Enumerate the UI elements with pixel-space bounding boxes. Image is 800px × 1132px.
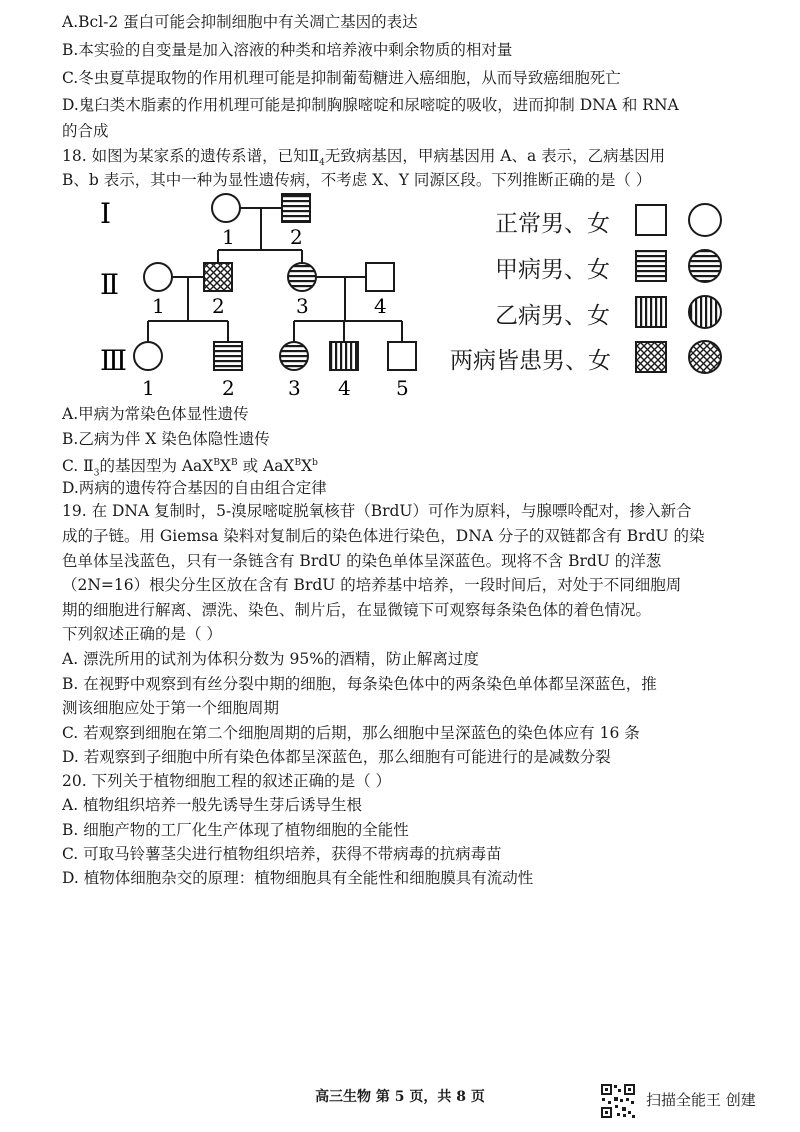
prev-option-c: C.冬虫夏草提取物的作用机理可能是抑制葡萄糖进入癌细胞，从而导致癌细胞死亡 (62, 69, 621, 87)
legend-label-both: 两病皆患男、女 (450, 348, 611, 374)
q19-stem-line6: 下列叙述正确的是（ ） (62, 625, 222, 643)
legend-yi-female (689, 296, 721, 328)
gen3-male-4 (330, 342, 358, 370)
prev-option-b: B.本实验的自变量是加入溶液的种类和培养液中剩余物质的相对量 (62, 41, 513, 59)
q18-option-d: D.两病的遗传符合基因的自由组合定律 (62, 479, 327, 497)
gen-label-3: Ⅲ (100, 344, 128, 377)
gen3-num-1: 1 (142, 376, 155, 400)
legend-jia-female (689, 250, 721, 282)
legend-jia-male (636, 251, 666, 281)
gen1-female-1 (212, 194, 240, 222)
q18-option-c: C. $Ⅱ_3$的基因型为 $AaX^BX^B$ 或 $AaX^BX^b$ (62, 457, 318, 479)
gen2-female-3 (288, 263, 316, 291)
q20-option-b: B. 细胞产物的工厂化生产体现了植物细胞的全能性 (62, 821, 409, 839)
q19-option-a: A. 漂洗所用的试剂为体积分数为 95%的酒精，防止解离过度 (62, 650, 479, 668)
q20-option-a: A. 植物组织培养一般先诱导生芽后诱导生根 (62, 796, 363, 814)
gen-label-2: Ⅱ (100, 268, 120, 301)
prev-option-a: A.Bcl-2 蛋白可能会抑制细胞中有关凋亡基因的表达 (62, 13, 418, 31)
qr-code-icon (600, 1083, 636, 1119)
legend-both-female (689, 341, 721, 373)
q19-option-b-line2: 测该细胞应处于第一个细胞周期 (62, 699, 280, 717)
legend-label-jia: 甲病男、女 (495, 257, 610, 283)
q19-stem-line2: 成的子链。用 Giemsa 染料对复制后的染色体进行染色，DNA 分子的双链都含有 BrdU 的染 (62, 527, 705, 545)
q19-stem-line4: （2N=16）根尖分生区放在含有 BrdU 的培养基中培养，一段时间后，对处于不同细胞周 (62, 576, 682, 594)
legend-both-male (636, 342, 666, 372)
gen-label-1: Ⅰ (100, 197, 112, 230)
legend-label-normal: 正常男、女 (495, 211, 610, 237)
pedigree-diagram (0, 185, 800, 415)
gen2-male-4 (366, 263, 394, 291)
q20-option-c: C. 可取马铃薯茎尖进行植物组织培养，获得不带病毒的抗病毒苗 (62, 845, 502, 863)
prev-option-d-line1: D.鬼臼类木脂素的作用机理可能是抑制胸腺嘧啶和尿嘧啶的吸收，进而抑制 DNA 和 RNA (62, 96, 679, 114)
q19-option-d: D. 若观察到子细胞中所有染色体都呈深蓝色，那么细胞有可能进行的是减数分裂 (62, 748, 611, 766)
gen3-female-1 (134, 342, 162, 370)
gen3-male-5 (388, 342, 416, 370)
gen1-num-1: 1 (222, 225, 235, 249)
gen3-female-3 (280, 342, 308, 370)
q18-option-b: B.乙病为伴 X 染色体隐性遗传 (62, 430, 270, 448)
q19-stem-line3: 色单体呈浅蓝色，只有一条链含有 BrdU 的染色单体呈深蓝色。现将不含 BrdU 的洋葱 (62, 552, 662, 570)
legend-label-yi: 乙病男、女 (495, 303, 610, 329)
q18-stem-line1: 18. 如图为某家系的遗传系谱，已知$Ⅱ_4$无致病基因，甲病基因用 A、a 表示，乙病基因用 (62, 147, 666, 169)
gen2-male-2 (204, 263, 232, 291)
gen3-num-3: 3 (288, 376, 301, 400)
gen1-num-2: 2 (290, 225, 303, 249)
prev-option-d-line2: 的合成 (62, 122, 109, 140)
q18-option-a: A.甲病为常染色体显性遗传 (62, 405, 249, 423)
q18-stem-line2: B、b 表示，其中一种为显性遗传病，不考虑 X、Y 同源区段。下列推断正确的是（ ） (62, 171, 652, 189)
gen2-num-4: 4 (374, 294, 387, 318)
q19-option-c: C. 若观察到细胞在第二个细胞周期的后期，那么细胞中呈深蓝色的染色体应有 16 条 (62, 724, 640, 742)
q19-option-b-line1: B. 在视野中观察到有丝分裂中期的细胞，每条染色体中的两条染色单体都呈深蓝色，推 (62, 675, 657, 693)
legend-normal-male (636, 205, 666, 235)
legend-normal-female (689, 204, 721, 236)
q19-stem-line1: 19. 在 DNA 复制时，5-溴尿嘧啶脱氧核苷（BrdU）可作为原料，与腺嘌呤配对，掺入新合 (62, 502, 692, 520)
gen2-num-1: 1 (152, 294, 165, 318)
gen3-num-2: 2 (222, 376, 235, 400)
legend-yi-male (636, 297, 666, 327)
scanner-watermark: 扫描全能王 创建 (646, 1091, 756, 1109)
gen1-male-2 (282, 194, 310, 222)
gen3-male-2 (214, 342, 242, 370)
gen2-female-1 (144, 263, 172, 291)
gen3-num-4: 4 (338, 376, 351, 400)
q20-stem: 20. 下列关于植物细胞工程的叙述正确的是（ ） (62, 772, 392, 790)
q19-stem-line5: 期的细胞进行解离、漂洗、染色、制片后，在显微镜下可观察每条染色体的着色情况。 (62, 601, 652, 619)
gen2-num-3: 3 (296, 294, 309, 318)
page-footer: 高三生物 第 5 页，共 8 页 (315, 1089, 485, 1105)
gen3-num-5: 5 (396, 376, 409, 400)
gen2-num-2: 2 (212, 294, 225, 318)
q20-option-d: D. 植物体细胞杂交的原理：植物细胞具有全能性和细胞膜具有流动性 (62, 869, 534, 887)
